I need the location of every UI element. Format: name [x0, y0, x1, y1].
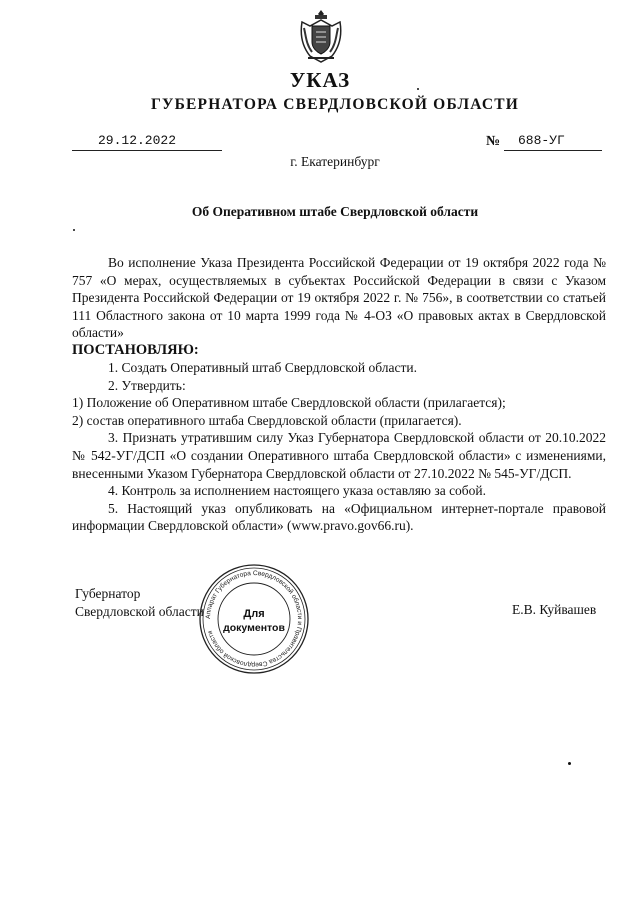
list-item: 5. Настоящий указ опубликовать на «Официальном интернет-портале правовой информации Свердловской области» (www.pravo.gov66.ru).	[72, 500, 606, 534]
city: г. Екатеринбург	[290, 154, 380, 169]
document-number: 688-УГ	[518, 133, 565, 148]
list-item: 1) Положение об Оперативном штабе Свердловской области (прилагается);	[72, 395, 506, 411]
list-item: 4. Контроль за исполнением настоящего указа оставляю за собой.	[108, 483, 487, 499]
svg-text:Для: Для	[243, 608, 265, 620]
scan-speck	[568, 762, 571, 765]
list-item: 1. Создать Оперативный штаб Свердловской области.	[108, 359, 417, 375]
list-item: 2) состав оперативного штаба Свердловской области (прилагается).	[72, 412, 462, 428]
list-item: 2. Утвердить:	[108, 377, 186, 393]
position-line-2: Свердловской области	[75, 604, 204, 619]
position-line-1: Губернатор	[75, 586, 141, 601]
signatory-name: Е.В. Куйвашев	[512, 602, 597, 617]
list-item: 3. Признать утратившим силу Указ Губернатора Свердловской области от 20.10.2022 № 542-УГ/ДСП «О создании Оперативного штаба Свердловской области» с изменениями, внесенными Указом Губернатора Свердловской области от 27.10.2022 № 545-УГ/ДСП.	[72, 430, 606, 481]
svg-text:Аппарат Губернатора Свердловск: Аппарат Губернатора Свердловской области и Правительства Свердловской области	[204, 569, 304, 669]
svg-text:документов: документов	[223, 622, 285, 634]
issuer-subtitle: ГУБЕРНАТОРА СВЕРДЛОВСКОЙ ОБЛАСТИ	[150, 96, 520, 113]
scan-speck	[73, 229, 75, 231]
decree-heading: ПОСТАНОВЛЯЮ:	[72, 341, 199, 358]
number-sign: №	[486, 134, 501, 149]
intro-paragraph: Во исполнение Указа Президента Российской Федерации от 19 октября 2022 года № 757 «О мерах, осуществляемых в субъектах Российской Федерации в связи с Указом Президента Российской Федерации от 19 октября 2022 г. № 756», в соответствии со статьей 111 Областного закона от 10 марта 1999 года № 4-ОЗ «О правовых актах в Свердловской области»	[72, 255, 606, 341]
official-stamp	[198, 563, 310, 675]
coat-of-arms-icon	[298, 6, 344, 66]
document-date: 29.12.2022	[98, 133, 177, 148]
scan-speck	[417, 88, 419, 90]
date-underline	[72, 150, 222, 151]
signatory-position	[75, 585, 204, 621]
document-type-title: УКАЗ	[289, 68, 351, 92]
document-body	[72, 254, 606, 535]
document-title: Об Оперативном штабе Свердловской области	[191, 204, 479, 219]
number-underline	[504, 150, 602, 151]
